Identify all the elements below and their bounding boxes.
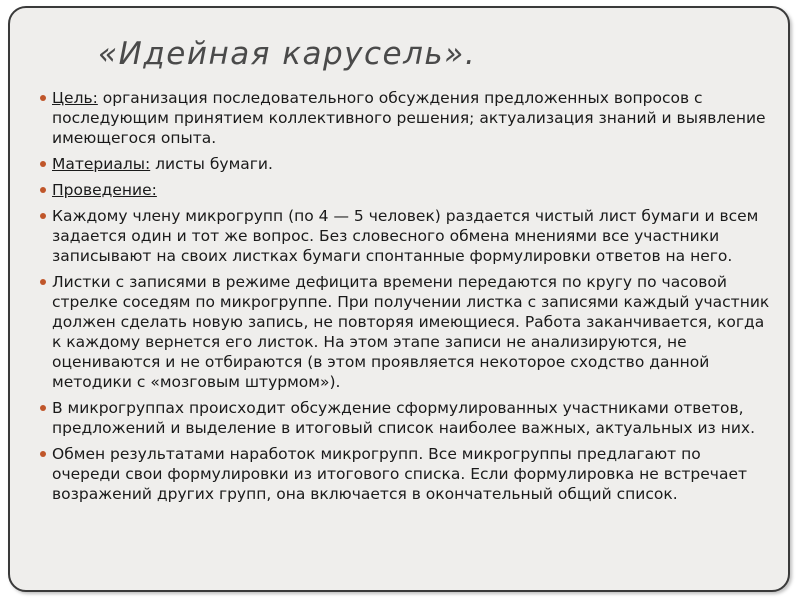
list-item-step-1 [40, 206, 770, 266]
item-text: Листки с записями в режиме дефицита времени передаются по кругу по часовой стрелке соседям по микрогруппе. При получении листка с записями каждый участник должен сделать новую запись, не повторяя имеющиеся. Работа заканчивается, когда к каждому вернется его листок. На этом этапе записи не анализируются, не оцениваются и не отбираются (в этом проявляется некоторое сходство данной методики с «мозговым штурмом»). [52, 273, 770, 391]
bullet-icon [40, 405, 46, 411]
item-text: Каждому члену микрогрупп (по 4 — 5 человек) раздается чистый лист бумаги и всем задается один и тот же вопрос. Без словесного обмена мнениями все участники записывают на своих листках бумаги спонтанные формулировки ответов на него. [52, 207, 759, 265]
list-item-step-4 [40, 444, 770, 504]
bullet-icon [40, 279, 46, 285]
item-text: организация последовательного обсуждения предложенных вопросов с последующим принятием коллективного решения; актуализация знаний и выявление имеющегося опыта. [52, 89, 766, 147]
item-text: листы бумаги. [150, 155, 273, 173]
item-text: Обмен результатами наработок микрогрупп. Все микрогруппы предлагают по очереди свои формулировки из итогового списка. Если формулировка не встречает возражений других групп, она включается в окончательный общий список. [52, 445, 748, 503]
slide [8, 6, 790, 592]
bullet-icon [40, 187, 46, 193]
list-item-step-2 [40, 272, 770, 392]
bullet-icon [40, 95, 46, 101]
item-label: Проведение: [52, 181, 157, 199]
item-label: Цель: [52, 89, 98, 107]
item-label: Материалы: [52, 155, 151, 173]
bullet-icon [40, 161, 46, 167]
list-item-goal [40, 88, 770, 148]
bullet-icon [40, 213, 46, 219]
list-item-materials [40, 154, 770, 174]
list-item-procedure [40, 180, 770, 200]
slide-title: «Идейная карусель». [98, 36, 477, 72]
item-text: В микрогруппах происходит обсуждение сформулированных участниками ответов, предложений и выделение в итоговый список наиболее важных, актуальных из них. [52, 399, 756, 437]
bullet-list [40, 88, 770, 510]
bullet-icon [40, 451, 46, 457]
list-item-step-3 [40, 398, 770, 438]
